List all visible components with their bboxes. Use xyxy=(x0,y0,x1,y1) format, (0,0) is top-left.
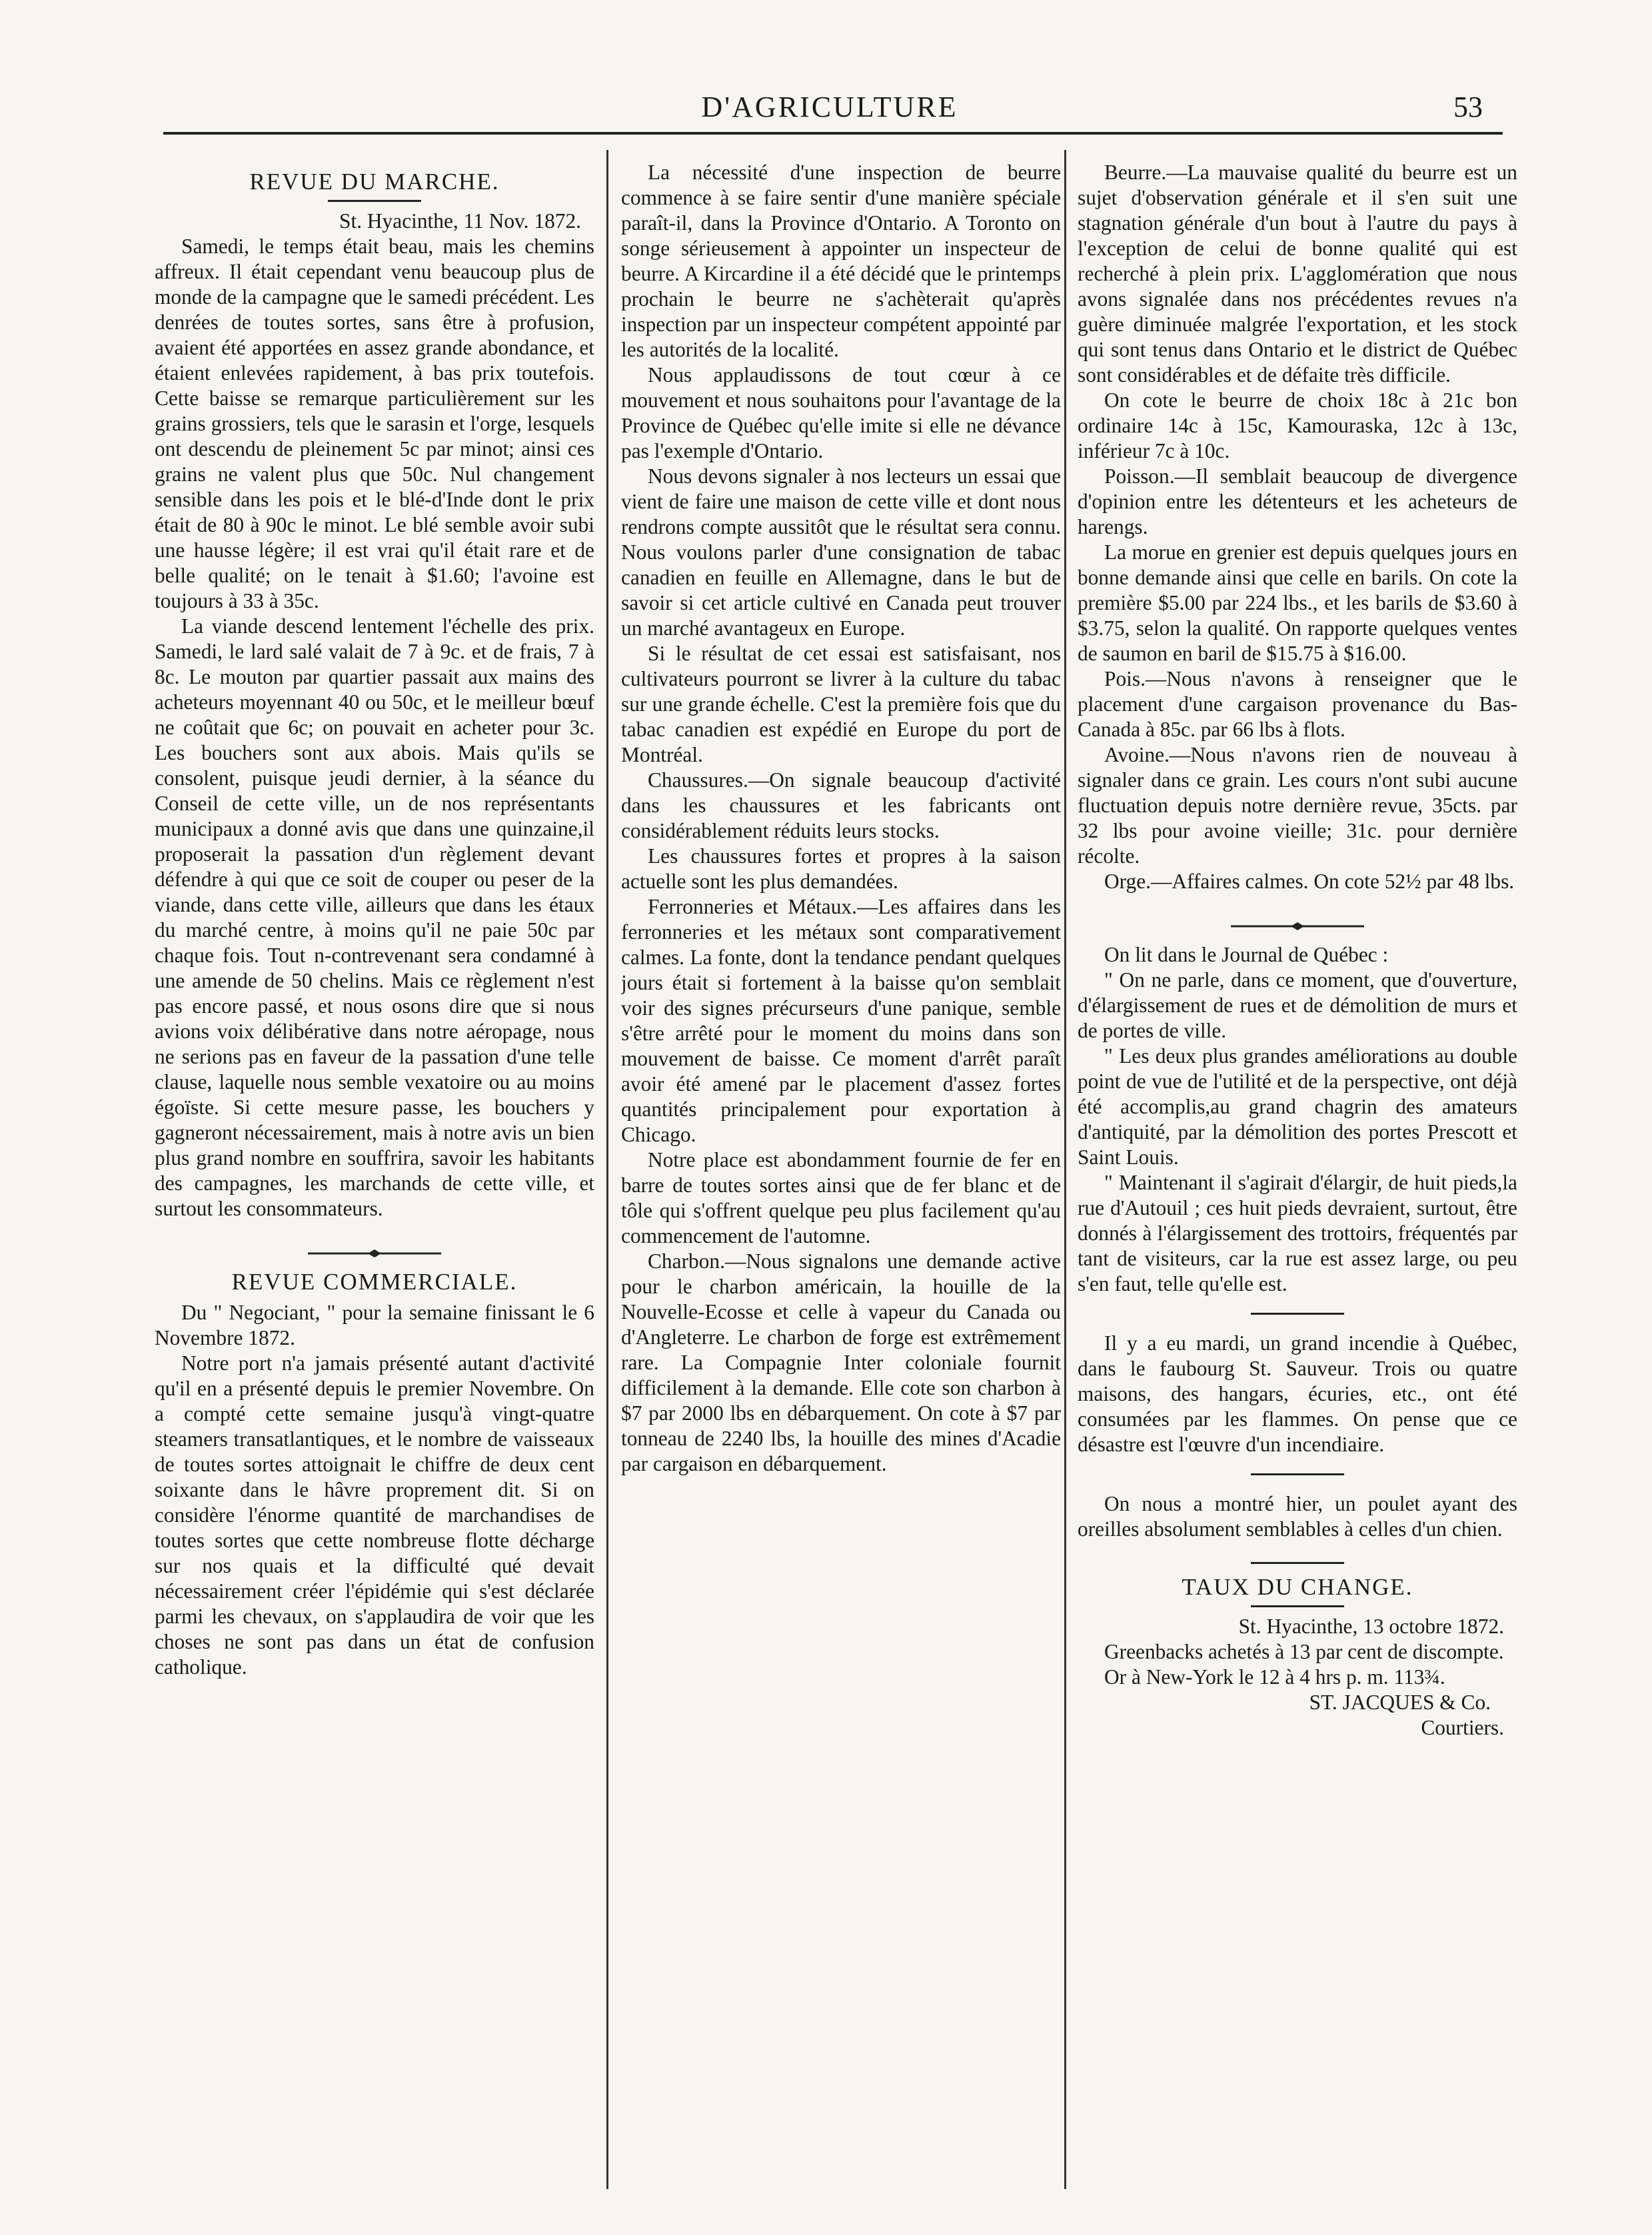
article-paragraph: Beurre.—La mauvaise qualité du beurre est un sujet d'observation générale et il s'en suit une stagnation générale d'un bout à l'autre du pays à l'exception de celui de bonne qualité qui est recherché à plein prix. L'agglomération que nous avons signalée dans nos précédentes revues n'a guère diminuée malgrée l'exportation, et les stock qui sont tenus dans Ontario et le district de Québec sont considérables et de défaite très difficile. xyxy=(1078,161,1517,386)
header-rule xyxy=(163,132,1503,135)
article-paragraph: Du " Negociant, " pour la semaine finissant le 6 Novembre 1872. xyxy=(155,1301,594,1349)
article-paragraph: " On ne parle, dans ce moment, que d'ouverture, d'élargissement de rues et de démolition de murs et de portes de ville. xyxy=(1078,968,1517,1042)
article-paragraph: Il y a eu mardi, un grand incendie à Québec, dans le faubourg St. Sauveur. Trois ou quatre maisons, des hangars, écuries, etc., ont été consumées par les flammes. On pense que ce désastre est l'œuvre d'un incendiaire. xyxy=(1078,1331,1517,1456)
dateline: St. Hyacinthe, 11 Nov. 1872. xyxy=(339,209,581,233)
article-paragraph: Les chaussures fortes et propres à la saison actuelle sont les plus demandées. xyxy=(621,844,1061,893)
section-heading: REVUE COMMERCIALE. xyxy=(231,1269,518,1295)
article-paragraph: Notre port n'a jamais présenté autant d'activité qu'il en a présenté depuis le premier Novembre. On a compté cette semaine jusqu'à vingt-quatre steamers transatlantiques, et le nombre de vaisseaux de toutes sortes attoignait le chiffre de deux cent soixante dans le hâvre proprement dit. Si on considère l'énorme quantité de marchandises de toutes sortes que cette nombreuse flotte décharge sur nos quais et la difficulté qué devait nécessairement créer l'épidémie qui s'est déclarée parmi les chevaux, on s'applaudira de voir que les choses ne sont pas dans un état de confusion catholique. xyxy=(155,1351,594,1679)
separator-rule xyxy=(1251,1313,1344,1315)
article-paragraph: Avoine.—Nous n'avons rien de nouveau à signaler dans ce grain. Les cours n'ont subi aucune fluctuation depuis notre dernière revue, 35cts. par 32 lbs pour avoine vieille; 31c. pour dernière récolte. xyxy=(1078,743,1517,868)
column-1 xyxy=(155,160,594,2192)
separator-rule xyxy=(1251,1562,1344,1564)
dateline: St. Hyacinthe, 13 octobre 1872. xyxy=(1238,1615,1504,1638)
column-divider xyxy=(1064,150,1066,2189)
article-paragraph: La morue en grenier est depuis quelques jours en bonne demande ainsi que celle en barils. On cote la première $5.00 par 224 lbs., et les barils de $3.60 à $3.75, selon la qualité. On rapporte quelques ventes de saumon en baril de $15.75 à $16.00. xyxy=(1078,540,1517,665)
article-paragraph: Pois.—Nous n'avons à renseigner que le placement d'une cargaison provenance du Bas-Canada à 85c. par 66 lbs à flots. xyxy=(1078,667,1517,741)
article-paragraph: Si le résultat de cet essai est satisfaisant, nos cultivateurs pourront se livrer à la culture du tabac sur une grande échelle. C'est la première fois que du tabac canadien est expédié en Europe du port de Montréal. xyxy=(621,642,1061,766)
section-heading: REVUE DU MARCHE. xyxy=(249,169,500,195)
article-intro: On lit dans le Journal de Québec : xyxy=(1104,943,1389,966)
ornamental-divider xyxy=(155,1239,594,1252)
exchange-line: Greenbacks achetés à 13 par cent de discompte. xyxy=(1104,1640,1504,1663)
running-title: D'AGRICULTURE xyxy=(701,91,958,123)
heading-rule xyxy=(1251,1605,1344,1607)
article-paragraph: La viande descend lentement l'échelle des prix. Samedi, le lard salé valait de 7 à 9c. et de frais, 7 à 8c. Le mouton par quartier passait aux mains des acheteurs moyennant 40 ou 50c, et le meilleur bœuf ne coûtait que 6c; on pouvait en acheter pour 3c. Les bouchers sont aux abois. Mais qu'ils se consolent, puisque jeudi dernier, à la séance du Conseil de cette ville, un de nos représentants municipaux a donné avis que dans une quinzaine,il proposerait la passation d'un règlement devant défendre à qui que ce soit de couper ou peser de la viande, dans cette ville, ailleurs que dans les étaux du marché centre, à moins qu'il ne paie 50c par chaque fois. Tout n-contrevenant sera condamné à une amende de 50 chelins. Mais ce règlement n'est pas encore passé, et nous osons dire que si nous avions voix délibérative dans notre aéropage, nous ne serions pas en faveur de la passation d'une telle clause, laquelle nous semble vexatoire ou au moins égoïste. Si cette mesure passe, les bouchers y gagneront nécessairement, mais à notre avis un bien plus grand nombre en souffrira, savoir les habitants des campagnes, les marchands de cette ville, et surtout les consommateurs. xyxy=(155,614,594,1220)
article-paragraph: On nous a montré hier, un poulet ayant des oreilles absolument semblables à celles d'un chien. xyxy=(1078,1492,1517,1541)
page-number: 53 xyxy=(1453,91,1483,123)
page-header xyxy=(163,90,1496,137)
exchange-line: Or à New-York le 12 à 4 hrs p. m. 113¾. xyxy=(1104,1665,1445,1689)
ornamental-divider xyxy=(1078,912,1517,925)
article-paragraph: Nous devons signaler à nos lecteurs un essai que vient de faire une maison de cette ville et dont nous rendrons compte aussitôt que le résultat sera connu. Nous voulons parler d'une consignation de tabac canadien en feuille en Allemagne, dans le but de savoir si cet article cultivé en Canada peut trouver un marché avantageux en Europe. xyxy=(621,464,1061,640)
article-paragraph: Notre place est abondamment fournie de fer en barre de toutes sortes ainsi que de fer blanc et de tôle qui s'offrent quelque peu plus facilement qu'au commencement de l'automne. xyxy=(621,1148,1061,1247)
article-paragraph: Orge.—Affaires calmes. On cote 52½ par 48 lbs. xyxy=(1104,870,1515,893)
article-paragraph: " Les deux plus grandes améliorations au double point de vue de l'utilité et de la perspective, ont déjà été accomplis,au grand chagrin des amateurs d'antiquité, par la démolition des portes Prescott et Saint Louis. xyxy=(1078,1044,1517,1169)
separator-rule xyxy=(1251,1473,1344,1475)
article-paragraph: Poisson.—Il semblait beaucoup de divergence d'opinion entre les détenteurs et les acheteurs de harengs. xyxy=(1078,464,1517,538)
section-heading: TAUX DU CHANGE. xyxy=(1182,1574,1413,1600)
column-3 xyxy=(1078,160,1517,2192)
article-paragraph: La nécessité d'une inspection de beurre commence à se faire sentir d'une manière spéciale paraît-il, dans la Province d'Ontario. A Toronto on songe sérieusement à appointer un inspecteur de beurre. A Kircardine il a été décidé que le printemps prochain le beurre ne s'achèterait qu'après inspection par un inspecteur compétent appointé par les autorités de la localité. xyxy=(621,161,1061,361)
article-paragraph: " Maintenant il s'agirait d'élargir, de huit pieds,la rue d'Autouil ; ces huit pieds devraient, surtout, être donnés à l'élargissement des trottoirs, fréquentés par tant de visiteurs, car la rue est assez large, ou peu s'en faut, telle qu'elle est. xyxy=(1078,1171,1517,1295)
article-paragraph: Ferronneries et Métaux.—Les affaires dans les ferronneries et les métaux sont comparativement calmes. La fonte, dont la tendance pendant quelques jours était si fortement à la baisse qu'on semblait voir des signes précurseurs d'une panique, semble s'être arrêté pour le moment du moins dans son mouvement de baisse. Ce moment d'arrêt paraît avoir été amené par le placement d'assez fortes quantités principalement pour exportation à Chicago. xyxy=(621,895,1061,1146)
article-paragraph: Samedi, le temps était beau, mais les chemins affreux. Il était cependant venu beaucoup plus de monde de la campagne que le samedi précédent. Les denrées de toutes sortes, sans être à profusion, avaient été apportées en assez grande abondance, et étaient enlevées rapidement, à bas prix toutefois. Cette baisse se remarque particulièrement sur les grains grossiers, tels que le sarasin et l'orge, lesquels ont descendu de pleinement 5c par minot; ainsi ces grains ne valent plus que 50c. Nul changement sensible dans les pois et le blé-d'Inde dont le prix était de 80 à 90c le minot. Le blé semble avoir subi une hausse légère; il est vrai qu'il était rare et de belle qualité; on le tenait à $1.60; l'avoine est toujours à 33 à 35c. xyxy=(155,235,594,612)
signature-title: Courtiers. xyxy=(1421,1716,1504,1739)
column-2 xyxy=(621,160,1061,2192)
column-divider xyxy=(606,150,608,2189)
article-paragraph: Nous applaudissons de tout cœur à ce mouvement et nous souhaitons pour l'avantage de la Province de Québec qu'elle imite si elle ne dévance pas l'exemple d'Ontario. xyxy=(621,363,1061,462)
heading-rule xyxy=(328,200,421,202)
article-paragraph: Charbon.—Nous signalons une demande active pour le charbon américain, la houille de la Nouvelle-Ecosse et celle à vapeur du Canada ou d'Angleterre. Le charbon de forge est extrêmement rare. La Compagnie Inter coloniale fournit difficilement à la demande. Elle cote son charbon à $7 par 2000 lbs en débarquement. On cote à $7 par tonneau de 2240 lbs, la houille des mines d'Acadie par cargaison en débarquement. xyxy=(621,1249,1061,1475)
article-paragraph: On cote le beurre de choix 18c à 21c bon ordinaire 14c à 15c, Kamouraska, 12c à 13c, inférieur 7c à 10c. xyxy=(1078,388,1517,462)
article-paragraph: Chaussures.—On signale beaucoup d'activité dans les chaussures et les fabricants ont considérablement réduits leurs stocks. xyxy=(621,768,1061,842)
signature: ST. JACQUES & Co. xyxy=(1309,1691,1491,1714)
